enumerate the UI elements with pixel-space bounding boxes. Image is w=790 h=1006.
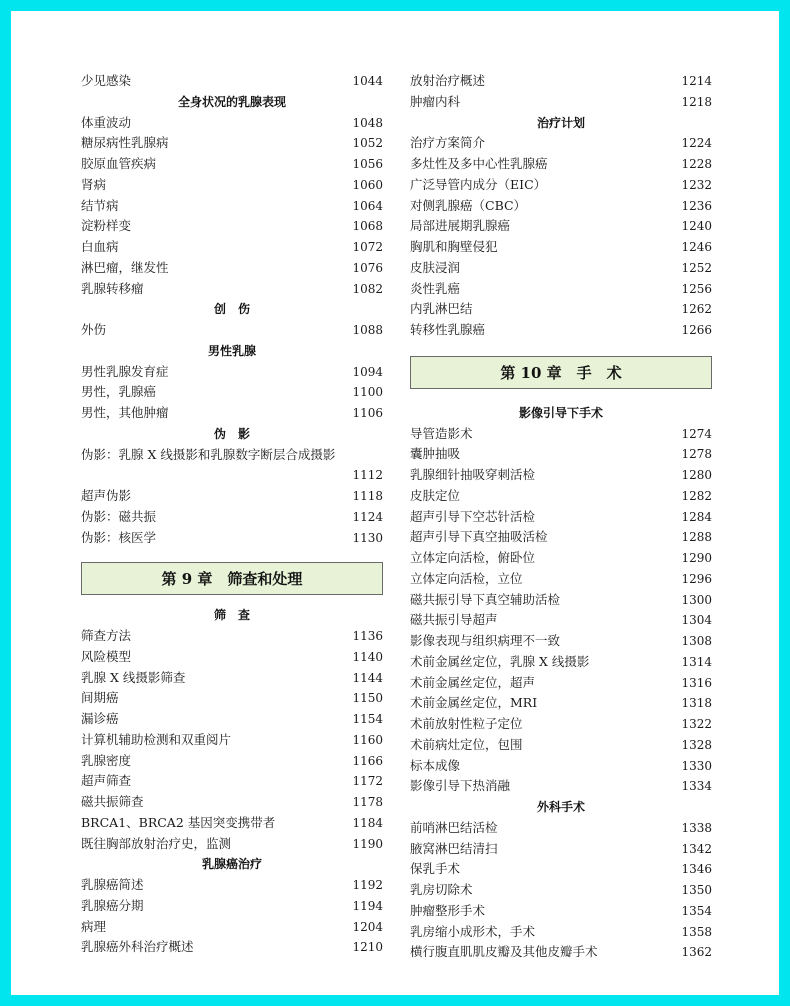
- toc-entry-page: 1068: [352, 219, 383, 234]
- toc-entry-title: 风险模型: [81, 648, 132, 664]
- toc-entry: [81, 917, 383, 938]
- toc-entry-page: 1190: [352, 836, 383, 851]
- section-heading: 影像引导下手术: [518, 405, 603, 420]
- toc-entry-page: 1210: [352, 940, 383, 955]
- toc-entry-page: 1232: [681, 177, 712, 192]
- toc-entry: [410, 424, 712, 445]
- toc-entry: [410, 527, 712, 548]
- toc-entry-title: 前哨淋巴结活检: [410, 819, 498, 835]
- toc-entry-title: 广泛导管内成分（EIC）: [410, 176, 547, 192]
- toc-entry-page: 1044: [352, 74, 383, 88]
- toc-entry: [81, 237, 383, 258]
- toc-entry: [410, 258, 712, 279]
- toc-entry-page: 1140: [352, 649, 383, 664]
- toc-entry: [81, 486, 383, 507]
- toc-entry-page: 1282: [681, 488, 712, 503]
- toc-entry: [410, 818, 712, 839]
- toc-entry: [81, 626, 383, 647]
- toc-entry-page: 1076: [352, 260, 383, 275]
- toc-entry: [410, 756, 712, 777]
- toc-entry-page: 1266: [681, 323, 712, 337]
- toc-entry: [410, 320, 712, 341]
- toc-entry-title: 少见感染: [81, 73, 132, 88]
- toc-entry-page: 1284: [681, 509, 712, 524]
- toc-entry-page: 1314: [681, 654, 712, 669]
- toc-entry-page: 1178: [352, 795, 383, 809]
- toc-entry: [81, 896, 383, 917]
- toc-entry-title: 肿瘤内科: [410, 93, 461, 109]
- toc-entry: [410, 569, 712, 590]
- toc-entry-page: 1354: [681, 903, 712, 918]
- toc-entry-title: 乳腺 X 线摄影筛查: [81, 669, 186, 685]
- toc-entry: [81, 875, 383, 896]
- toc-entry-page: 1048: [352, 115, 383, 130]
- toc-entry-title: 术前金属丝定位，MRI: [410, 695, 538, 711]
- toc-entry-title: 术前金属丝定位，乳腺 X 线摄影: [410, 653, 590, 669]
- toc-entry-title: 影像表现与组织病理不一致: [410, 633, 561, 648]
- toc-entry: [410, 216, 712, 237]
- toc-column-left: [81, 71, 383, 958]
- section-heading: 外科手术: [536, 800, 585, 814]
- toc-entry-title: 男性，乳腺癌: [81, 384, 157, 400]
- toc-entry: [81, 528, 383, 549]
- toc-entry-page: 1154: [352, 712, 383, 726]
- toc-entry-title: 影像引导下热消融: [410, 778, 511, 794]
- toc-entry: [81, 647, 383, 668]
- toc-entry-page: 1290: [681, 551, 712, 565]
- toc-entry-page: 1358: [681, 924, 712, 939]
- toc-entry: [410, 922, 712, 943]
- toc-column-right: [410, 71, 712, 963]
- section-heading: 男性乳腺: [207, 343, 256, 358]
- toc-entry-title: 伪影：磁共振: [81, 508, 157, 524]
- toc-entry: [81, 445, 383, 483]
- chapter-heading: 第 9 章 筛查和处理: [81, 562, 383, 595]
- toc-entry-page: 1144: [352, 670, 383, 685]
- section-heading: 全身状况的乳腺表现: [177, 94, 286, 109]
- toc-entry-title: 伪影：乳腺 X 线摄影和乳腺数字断层合成摄影: [81, 446, 336, 462]
- toc-entry-page: 1204: [352, 919, 383, 934]
- toc-entry-title: 治疗方案简介: [410, 135, 486, 151]
- toc-entry-page: 1350: [681, 883, 712, 897]
- toc-entry-page: 1056: [352, 157, 383, 171]
- toc-entry: [410, 92, 712, 113]
- toc-entry-page: 1130: [352, 530, 383, 545]
- toc-entry: [410, 901, 712, 922]
- toc-entry-title: BRCA1、BRCA2 基因突变携带者: [81, 814, 276, 830]
- toc-entry: [81, 403, 383, 424]
- toc-entry: [81, 133, 383, 154]
- toc-entry: [410, 610, 712, 631]
- toc-entry: [81, 834, 383, 855]
- toc-entry: [81, 937, 383, 958]
- toc-entry-title: 内乳淋巴结: [410, 301, 473, 317]
- toc-entry-title: 超声引导下空芯针活检: [410, 508, 536, 524]
- toc-entry-page: 1150: [352, 691, 383, 706]
- toc-entry-page: 1316: [681, 675, 712, 690]
- toc-entry-title: 既往胸部放射治疗史，监测: [81, 835, 232, 851]
- toc-entry-page: 1088: [352, 323, 383, 337]
- toc-entry-page: 1124: [352, 509, 383, 524]
- toc-entry-page: 1252: [681, 260, 712, 275]
- toc-entry-page: 1334: [681, 779, 712, 794]
- toc-entry: [410, 71, 712, 92]
- chapter-heading: 第 10 章 手 术: [410, 356, 712, 389]
- toc-entry: [81, 382, 383, 403]
- toc-entry: [81, 216, 383, 237]
- toc-entry-title: 结节病: [81, 197, 119, 213]
- toc-entry-title: 胶原血管疾病: [81, 156, 157, 171]
- toc-entry-title: 术前金属丝定位，超声: [410, 674, 536, 690]
- toc-entry-title: 男性，其他肿瘤: [81, 405, 169, 420]
- toc-entry: [410, 776, 712, 797]
- toc-entry-page: 1280: [681, 468, 712, 482]
- toc-entry-page: 1256: [681, 281, 712, 296]
- toc-entry-title: 标本成像: [410, 757, 461, 773]
- toc-entry: [81, 362, 383, 383]
- section-heading: 治疗计划: [536, 115, 585, 130]
- toc-entry: [410, 196, 712, 217]
- toc-entry-page: 1300: [681, 592, 712, 607]
- toc-entry: [410, 735, 712, 756]
- toc-entry: [410, 880, 712, 901]
- section-heading: 创 伤: [213, 302, 250, 317]
- toc-entry: [410, 133, 712, 154]
- toc-entry-title: 乳腺转移瘤: [81, 280, 144, 296]
- toc-entry: [410, 590, 712, 611]
- toc-entry-title: 肾病: [81, 176, 107, 192]
- section-heading: 筛 查: [213, 608, 250, 623]
- toc-entry-title: 乳腺癌简述: [81, 877, 144, 892]
- toc-entry-title: 皮肤定位: [410, 487, 461, 503]
- toc-entry-page: 1218: [681, 94, 712, 109]
- toc-entry-title: 磁共振引导下真空辅助活检: [410, 591, 561, 607]
- toc-entry-title: 白血病: [81, 239, 119, 254]
- toc-entry: [410, 154, 712, 175]
- toc-entry: [410, 839, 712, 860]
- toc-entry-title: 超声筛查: [81, 773, 132, 789]
- toc-entry-title: 乳腺癌外科治疗概述: [81, 939, 194, 955]
- toc-entry-page: 1172: [352, 774, 383, 789]
- toc-entry-title: 乳房缩小成形术，手术: [410, 923, 536, 939]
- toc-entry-title: 肿瘤整形手术: [410, 902, 486, 918]
- toc-entry-page: 1236: [681, 198, 712, 213]
- toc-entry-title: 对侧乳腺癌（CBC）: [410, 197, 527, 213]
- toc-entry: [410, 299, 712, 320]
- toc-entry-title: 超声伪影: [81, 488, 132, 503]
- toc-entry-title: 磁共振引导超声: [410, 612, 498, 628]
- toc-entry-title: 囊肿抽吸: [410, 446, 461, 462]
- toc-entry: [410, 673, 712, 694]
- toc-entry: [410, 444, 712, 465]
- toc-entry-title: 乳房切除术: [410, 882, 473, 897]
- toc-entry-page: 1262: [681, 302, 712, 317]
- toc-entry-title: 转移性乳腺癌: [410, 322, 486, 337]
- section-heading: 伪 影: [213, 426, 250, 441]
- toc-entry-page: 1322: [681, 717, 712, 731]
- toc-entry-title: 筛查方法: [81, 628, 132, 643]
- toc-entry-page: 1246: [681, 240, 712, 254]
- toc-entry: [81, 730, 383, 751]
- toc-entry-page: 1160: [352, 732, 383, 747]
- toc-entry-page: 1308: [681, 634, 712, 648]
- toc-entry: [81, 113, 383, 134]
- toc-entry-page: 1330: [681, 758, 712, 773]
- toc-entry-page: 1082: [352, 281, 383, 296]
- toc-entry-page: 1240: [681, 219, 712, 234]
- toc-entry: [81, 792, 383, 813]
- toc-entry: [81, 688, 383, 709]
- toc-entry: [410, 465, 712, 486]
- toc-entry: [410, 548, 712, 569]
- toc-entry-page: 1288: [681, 530, 712, 545]
- toc-entry: [410, 279, 712, 300]
- toc-entry-title: 多灶性及多中心性乳腺癌: [410, 156, 548, 171]
- toc-entry: [410, 631, 712, 652]
- toc-entry-page: 1296: [681, 571, 712, 586]
- toc-entry-title: 超声引导下真空抽吸活检: [410, 529, 548, 545]
- toc-entry-title: 胸肌和胸壁侵犯: [410, 239, 498, 254]
- toc-entry: [81, 320, 383, 341]
- toc-entry: [81, 196, 383, 217]
- toc-entry: [410, 693, 712, 714]
- toc-entry: [81, 668, 383, 689]
- toc-entry: [410, 714, 712, 735]
- toc-entry-title: 外伤: [81, 322, 107, 337]
- toc-entry-title: 淋巴瘤，继发性: [81, 259, 169, 275]
- toc-entry-page: 1346: [681, 862, 712, 877]
- toc-entry: [81, 154, 383, 175]
- toc-entry-title: 男性乳腺发育症: [81, 363, 169, 379]
- toc-entry-title: 局部进展期乳腺癌: [410, 218, 511, 234]
- toc-entry-page: 1318: [681, 696, 712, 711]
- toc-entry-page: 1328: [681, 737, 712, 752]
- toc-entry-page: 1094: [352, 364, 383, 379]
- toc-entry-page: 1106: [352, 406, 383, 420]
- toc-entry-page: 1278: [681, 447, 712, 462]
- toc-entry-page: 1112: [352, 468, 383, 483]
- toc-entry-title: 伪影：核医学: [81, 529, 157, 545]
- toc-entry-title: 间期癌: [81, 690, 119, 706]
- toc-entry-page: 1118: [352, 489, 383, 503]
- toc-entry-title: 炎性乳癌: [410, 280, 461, 296]
- toc-entry: [81, 751, 383, 772]
- toc-entry-page: 1194: [352, 898, 383, 913]
- toc-entry-page: 1064: [352, 198, 383, 213]
- toc-entry-title: 保乳手术: [410, 861, 461, 877]
- toc-entry-page: 1362: [681, 945, 712, 960]
- toc-entry-page: 1100: [352, 385, 383, 400]
- toc-entry-page: 1274: [681, 426, 712, 441]
- toc-entry-page: 1338: [681, 820, 712, 835]
- toc-entry-title: 病理: [81, 918, 107, 934]
- toc-entry: [81, 175, 383, 196]
- toc-entry: [81, 709, 383, 730]
- section-heading: 乳腺癌治疗: [201, 857, 262, 872]
- toc-entry-title: 乳腺癌分期: [81, 897, 144, 913]
- toc-entry-page: 1224: [681, 136, 712, 151]
- toc-entry-page: 1342: [681, 841, 712, 856]
- toc-entry-title: 磁共振筛查: [81, 794, 144, 809]
- toc-entry-title: 立体定向活检，俯卧位: [410, 550, 536, 565]
- toc-entry: [81, 279, 383, 300]
- toc-entry-page: 1184: [352, 815, 383, 830]
- toc-entry-title: 立体定向活检，立位: [410, 570, 523, 586]
- toc-entry-page: 1052: [352, 136, 383, 151]
- toc-entry-page: 1214: [681, 74, 712, 88]
- toc-entry-title: 术前放射性粒子定位: [410, 716, 523, 731]
- toc-entry: [410, 175, 712, 196]
- toc-entry-title: 皮肤浸润: [410, 259, 461, 275]
- toc-entry-title: 术前病灶定位，包围: [410, 736, 523, 752]
- toc-entry: [410, 652, 712, 673]
- toc-entry-title: 糖尿病性乳腺病: [81, 135, 169, 151]
- toc-entry: [410, 942, 712, 963]
- toc-entry: [81, 771, 383, 792]
- toc-entry: [410, 486, 712, 507]
- toc-entry-page: 1228: [681, 157, 712, 171]
- toc-entry-page: 1072: [352, 240, 383, 254]
- toc-entry-title: 腋窝淋巴结清扫: [410, 840, 498, 856]
- toc-entry-title: 横行腹直肌肌皮瓣及其他皮瓣手术: [410, 944, 598, 960]
- toc-entry-title: 漏诊癌: [81, 711, 119, 726]
- toc-entry-page: 1166: [352, 753, 383, 768]
- toc-entry: [410, 237, 712, 258]
- toc-entry-title: 乳腺密度: [81, 752, 132, 768]
- toc-entry-title: 导管造影术: [410, 425, 473, 441]
- toc-entry: [81, 507, 383, 528]
- toc-entry-title: 计算机辅助检测和双重阅片: [81, 731, 232, 747]
- toc-entry-page: 1192: [352, 878, 383, 892]
- toc-entry: [81, 71, 383, 92]
- toc-entry: [410, 859, 712, 880]
- toc-entry-page: 1304: [681, 613, 712, 628]
- toc-page: [11, 11, 779, 995]
- toc-entry: [81, 258, 383, 279]
- toc-entry: [81, 813, 383, 834]
- toc-entry-page: 1136: [352, 629, 383, 643]
- toc-entry-title: 淀粉样变: [81, 218, 132, 234]
- toc-entry: [410, 507, 712, 528]
- toc-entry-title: 体重波动: [81, 114, 132, 130]
- toc-entry-title: 放射治疗概述: [410, 73, 486, 88]
- toc-entry-title: 乳腺细针抽吸穿刺活检: [410, 467, 536, 482]
- toc-entry-page: 1060: [352, 177, 383, 192]
